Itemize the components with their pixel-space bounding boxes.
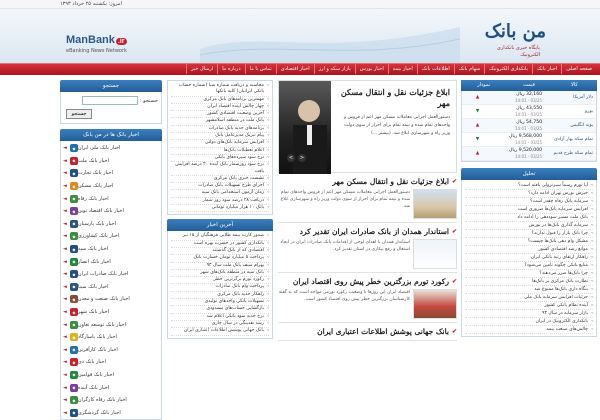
main-column (278, 80, 457, 341)
nav-item[interactable]: صفحه اصلی (561, 64, 596, 74)
arrow-icon: ◄ (63, 220, 67, 227)
latest-news-title: آخرین اخبار (167, 219, 273, 231)
slider-prev-button[interactable]: < (288, 155, 294, 161)
bank-news-label[interactable]: اخبار بانک شهر (77, 309, 109, 316)
bank-news-label[interactable]: اخبار بانک پارسیان (77, 220, 116, 227)
logo-en-tld: .ir (117, 38, 125, 45)
latest-news-list (168, 231, 272, 337)
bank-news-item[interactable] (61, 369, 158, 382)
bank-logo-icon: ◆ (70, 346, 78, 354)
latest-news-box (167, 219, 273, 338)
analysis-item[interactable]: › سرمایه بانک رفاه چقدر است؟ (465, 198, 593, 206)
market-price (493, 106, 544, 118)
market-row (462, 91, 596, 105)
site-header (0, 9, 600, 63)
top-news-item[interactable]: › بانک ملت در منطقه اسلامشهر (171, 118, 269, 125)
bank-news-item[interactable] (61, 356, 158, 369)
market-price-value: 43,550 ریال (516, 105, 543, 111)
search-box-title: جستجو (60, 80, 162, 92)
latest-news-item[interactable]: › اقتصادی که از بانک گذشتند (171, 248, 269, 255)
logo-en[interactable] (66, 34, 127, 46)
analysis-item[interactable]: › راهکار ارتقای رتبه بانکی ایران (465, 254, 593, 262)
analysis-item[interactable]: › بانکداری الکترونیک در ایران (465, 318, 593, 326)
analysis-item[interactable]: › بازار سرمایه در سال ۹۳ (465, 310, 593, 318)
article (278, 177, 457, 223)
bank-news-item[interactable] (61, 218, 158, 231)
bank-news-label[interactable]: اخبار بانک اقتصاد نوین (77, 208, 124, 215)
search-input[interactable] (82, 96, 138, 105)
top-news-item[interactable]: › افزایش سرمایه بانک‌های دولتی (171, 140, 269, 147)
latest-news-item[interactable]: › نرخ جدید سود بانکی اعلام شد (171, 314, 269, 321)
analysis-item[interactable]: › چرا بانک بازار را قبول ندارند؟ (465, 230, 593, 238)
bank-news-item[interactable] (61, 406, 158, 419)
bank-logo-icon: ◆ (70, 195, 78, 203)
bank-news-label[interactable]: اخبار بانک مسکن (77, 183, 114, 190)
bank-logo-icon: ◆ (70, 232, 78, 240)
nav-list (0, 64, 600, 74)
market-row (462, 133, 596, 147)
top-news-box (167, 80, 273, 215)
bank-news-item[interactable] (61, 142, 158, 155)
arrow-icon: ◄ (63, 195, 67, 202)
nav-item[interactable]: اطلاعات بانک (417, 64, 454, 74)
top-news-item[interactable]: › پیام تبریک مدیرعامل بانک (171, 133, 269, 140)
article-list (278, 177, 457, 341)
bank-list (61, 141, 161, 419)
top-news-item[interactable]: › اعلام تعطیلات بانک‌ها (171, 148, 269, 155)
latest-news-item[interactable]: › صدور کارت بیمه طلایی فرهنگیان از ۱۵ تیر (171, 233, 269, 240)
market-header-price: قیمت (523, 82, 535, 88)
bank-news-item[interactable] (61, 281, 158, 294)
top-news-list (168, 81, 272, 214)
top-news-item[interactable]: › نشست خبری بانک مرکزی (171, 176, 269, 183)
arrow-icon: ◄ (63, 371, 67, 378)
bank-news-label[interactable]: اخبار بانک صادرات ایران (77, 271, 129, 278)
market-price (493, 148, 544, 160)
bank-news-item[interactable] (61, 155, 158, 168)
arrow-icon: ◄ (63, 183, 67, 190)
arrow-down-icon: ▼ (475, 109, 480, 114)
bank-news-label[interactable]: اخبار بانک توسعه تعاون (77, 321, 127, 328)
market-price-date: 03/25 - 14:01 (515, 139, 543, 145)
analysis-item[interactable]: › سرمایه گذاری بانک‌ها در بورس (465, 222, 593, 230)
logo-en-tagline: eBanking News Network (66, 48, 127, 54)
bank-logo-icon: ◆ (70, 270, 78, 278)
market-row (462, 105, 596, 119)
article-thumbnail[interactable] (413, 189, 457, 219)
bank-news-item[interactable] (61, 293, 158, 306)
bank-logo-icon: ◆ (70, 358, 78, 366)
bank-news-label[interactable]: اخبار بانک پاسارگاد (77, 334, 117, 341)
search-button[interactable]: جستجو (66, 109, 92, 119)
bank-logo-icon: ◆ (70, 245, 78, 253)
market-price-value: 54,750 ریال (516, 119, 543, 125)
article (278, 227, 457, 273)
nav-item[interactable]: ارسال خبر (186, 64, 217, 74)
top-news-item[interactable]: › اجرای طرح تسهیلات بانک صادرات (171, 183, 269, 190)
right-column (461, 80, 597, 337)
bank-logo-icon: ◆ (70, 157, 78, 165)
search-box (60, 80, 162, 124)
arrow-icon: ◄ (63, 283, 67, 290)
bank-logo-icon: ◆ (70, 321, 78, 329)
market-header (461, 80, 597, 91)
analysis-item[interactable]: › بانک ملت مسیر سوددهی را ادامه داد (465, 214, 593, 222)
slider-title[interactable]: ابلاغ جزئیات نقل و انتقال مسکن مهر (340, 87, 450, 108)
bank-news-item[interactable] (61, 394, 158, 407)
main-nav (0, 63, 600, 75)
article (278, 277, 457, 323)
bank-news-item[interactable] (61, 243, 158, 256)
bank-logo-icon: ◆ (70, 169, 78, 177)
latest-news-item[interactable]: › راهکار جدید بانک مرکزی (171, 292, 269, 299)
bank-news-item[interactable] (61, 344, 158, 357)
market-item-name[interactable]: یورو (584, 109, 594, 114)
bank-news-label[interactable]: اخبار بانک ملی ایران (77, 145, 121, 152)
analysis-list (462, 180, 596, 336)
market-price (493, 92, 544, 104)
arrow-icon: ◄ (63, 321, 67, 328)
nav-item[interactable]: اخبار بانک (532, 64, 561, 74)
market-row (462, 119, 596, 133)
arrow-icon: ◄ (63, 258, 67, 265)
market-table (461, 80, 597, 162)
bank-news-item[interactable] (61, 318, 158, 331)
bank-logo-icon: ◆ (70, 182, 78, 190)
nav-item[interactable]: اخبار بیمه (388, 64, 417, 74)
arrow-icon: ◄ (63, 170, 67, 177)
bank-news-label[interactable]: اخبار بانک انصار (77, 258, 111, 265)
nav-item[interactable]: بازار سکه و ارز (314, 64, 355, 74)
middle-column (167, 80, 273, 339)
article-summary: استاندار همدان با اهدای لوحی از اقدامات بانک صادرات ایران در ایجاد اشتغال و رفع بیکاری در استان تقدیر کرد. (280, 240, 410, 252)
market-price-date: 03/25 - 14:01 (515, 111, 543, 117)
market-row (462, 147, 596, 161)
article-summary: اقتصاد ایران این روزها با وضعیت رکورد تورمی مواجه است که به گفته کارشناسان بزرگترین خطر پیش روی اقتصاد کشور است. (278, 290, 410, 302)
analysis-item[interactable]: › بنگاه داری بانک‌ها ممنوع شد (465, 286, 593, 294)
market-item-name[interactable]: تمام سکه طرح قدیم (553, 151, 594, 156)
analysis-item[interactable]: › چرا بانک‌ها ضرر می‌دهند؟ (465, 270, 593, 278)
arrow-icon: ◄ (63, 145, 67, 152)
bank-logo-icon: ◆ (70, 258, 78, 266)
analysis-box (461, 168, 597, 337)
market-price-date: 03/25 - 14:01 (515, 125, 543, 131)
slider-text: دستورالعمل اجرایی معاملات مسکن مهر اعم از فروش و واحدهای تمام شده و نیمه تمام برای احراز از سوی دولت وزیر راه و شهرسازی ابلاغ شد. (بیشتر ...) (343, 115, 450, 136)
article-body (278, 289, 457, 319)
analysis-item[interactable]: › خیزش بورس تهران ادامه دارد؟ (465, 190, 593, 198)
analysis-item[interactable]: › جزئیات افزایش سرمایه بانک ملی (465, 294, 593, 302)
bank-news-label[interactable]: اخبار بانک گردشگری (77, 409, 121, 416)
bank-news-item[interactable] (61, 255, 158, 268)
logo-fa[interactable]: من بانک (484, 21, 546, 42)
bank-news-label[interactable]: اخبار بانک ملت (77, 157, 109, 164)
market-price-value: 9,520,000 ریال (508, 147, 543, 153)
top-news-item[interactable]: › آخرین وضعیت اقتصادی کشور (171, 111, 269, 118)
market-price-value: 9,568,000 ریال (508, 133, 543, 139)
bank-news-item[interactable] (61, 230, 158, 243)
analysis-item[interactable]: › افزایش سرمایه بانک‌ها ضروری است (465, 206, 593, 214)
bank-news-item[interactable] (61, 180, 158, 193)
slider-controls (287, 154, 306, 162)
bank-news-item[interactable] (61, 381, 158, 394)
arrow-icon: ◄ (63, 246, 67, 253)
analysis-item[interactable]: › آینده نظام بانکی کشور (465, 302, 593, 310)
analysis-title: تحلیل (461, 168, 597, 180)
arrow-icon: ◄ (63, 309, 67, 316)
market-price-date: 03/25 - 14:01 (515, 153, 543, 159)
bank-news-item[interactable] (61, 167, 158, 180)
bank-news-label[interactable]: اخبار بانک سینا (77, 283, 109, 290)
bank-logo-icon: ◆ (70, 295, 78, 303)
top-news-item[interactable]: › نرخ سود روزشمار بانک آینده ۲۰ درصد افزایش یافت (171, 162, 269, 176)
market-price (493, 134, 544, 146)
arrow-icon: ◄ (63, 397, 67, 404)
bank-logo-icon: ◆ (70, 396, 78, 404)
article-title[interactable]: ✔ استاندار همدان از بانک صادرات ایران تقدیر کرد (278, 227, 457, 237)
bank-logo-icon: ◆ (70, 371, 78, 379)
bank-news-label[interactable]: اخبار بانک صنعت و معدن (77, 296, 130, 303)
bank-news-label[interactable]: اخبار بانک آینده (77, 384, 110, 391)
bank-logo-icon: ◆ (70, 207, 78, 215)
bank-logo-icon: ◆ (70, 409, 78, 417)
top-news-item[interactable]: › برنامه‌های جدید بانک صادرات (171, 126, 269, 133)
bank-news-title: اخبار بانک ها در من بانک (60, 129, 162, 141)
latest-news-item[interactable]: › پرداخت وام بانک صادرات (171, 284, 269, 291)
nav-item[interactable]: اخبار اقتصادی (276, 64, 314, 74)
search-label: جستجو : (139, 97, 158, 104)
bank-news-label[interactable]: اخبار بانک تجارت (77, 170, 114, 177)
market-item-name[interactable]: دلار آمریکا (573, 95, 594, 100)
top-news-item[interactable]: › دریافت ۲۸ درصد سود روز شمار (171, 198, 269, 205)
arrow-up-icon: ▲ (475, 123, 480, 128)
bank-news-label[interactable]: اخبار بانک کارآفرین (77, 346, 118, 353)
bank-logo-icon: ◆ (70, 308, 78, 316)
nav-item[interactable]: اخبار بورس (355, 64, 388, 74)
current-date: امروز: یکشنبه ۲۵ خرداد ۱۳۹۳ (60, 1, 122, 7)
slider-next-button[interactable]: > (299, 155, 305, 161)
nav-item[interactable]: درباره ما (217, 64, 244, 74)
market-item-name[interactable]: پوند انگلیس (570, 123, 594, 128)
article-thumbnail[interactable] (413, 289, 457, 319)
analysis-item[interactable]: › منابع بانکی چگونه تامین می‌شود؟ (465, 262, 593, 270)
arrow-icon: ◄ (63, 271, 67, 278)
arrow-icon: ◄ (63, 296, 67, 303)
bank-logo-icon: ◆ (70, 283, 78, 291)
arrow-icon: ◄ (63, 359, 67, 366)
arrow-up-icon: ▲ (475, 95, 480, 100)
bank-news-item[interactable] (61, 205, 158, 218)
market-header-chart: نمودار (477, 82, 491, 88)
latest-news-item[interactable]: › بانک جهانی پوشش اطلاعات اعتباری ایران (171, 328, 269, 335)
nav-item[interactable]: تماس با ما (245, 64, 276, 74)
article-title[interactable]: ✔ رکورد تورم بزرگترین خطر پیش روی اقتصاد ایران (278, 277, 457, 287)
bank-news-label[interactable]: اخبار بانک سپه (77, 246, 109, 253)
logo-en-text: ManBank (66, 34, 115, 46)
bank-logo-icon: ◆ (70, 333, 78, 341)
top-news-item[interactable]: › چهار چالش اینده اقتصاد ایران (171, 104, 269, 111)
nav-item[interactable]: سهام بانک (454, 64, 484, 74)
bank-news-box (60, 129, 162, 420)
arrow-icon: ◄ (63, 233, 67, 240)
market-price-date: 03/25 - 14:01 (515, 97, 543, 103)
bank-logo-icon: ◆ (70, 144, 78, 152)
header-decoration (200, 9, 460, 63)
market-item-name[interactable]: تمام سکه بهار آزادی (554, 137, 594, 142)
top-news-item[interactable]: › مهمترین برنامه‌های بانک مرکزی (171, 97, 269, 104)
arrow-down-icon: ▼ (475, 137, 480, 142)
analysis-item[interactable]: › موانع رشد اقتصادی کشور (465, 246, 593, 254)
arrow-up-icon: ▲ (475, 151, 480, 156)
latest-news-item[interactable]: › تسهیلات بانکی واحدهای تولیدی (171, 299, 269, 306)
article-summary: دستورالعمل اجرایی معاملات مسکن مهر اعم از فروش واحدهای تمام شده و نیمه تمام برای احراز از سوی دولت وزیر راه و شهرسازی ابلاغ شد. (280, 190, 410, 209)
bank-news-label[interactable]: اخبار بانک کشاورزی (77, 233, 120, 240)
analysis-item[interactable]: › نظارت بانک مرکزی بر بانک‌ها (465, 278, 593, 286)
arrow-icon: ◄ (63, 208, 67, 215)
market-rows (461, 91, 597, 162)
top-news-item[interactable]: › بانک ۱۰ هزار میلیارد تومانی (171, 205, 269, 212)
featured-slider[interactable] (278, 80, 457, 173)
top-news-item[interactable]: › محاسبه و دریافت شماره شبا (شماره حساب بانکی ایرانیان) کلیه بانکها (171, 83, 269, 97)
article-body (278, 239, 457, 269)
bank-news-item[interactable] (61, 192, 158, 205)
bank-news-item[interactable] (61, 306, 158, 319)
bank-news-label[interactable]: اخبار بانک رفاه کارگران (77, 397, 127, 404)
bank-news-item[interactable] (61, 331, 158, 344)
latest-news-item[interactable]: › پرداخت ۵ میلیارد تومان خسارت بانک (171, 255, 269, 262)
latest-news-item[interactable]: › رشد نقدینگی در سال جاری (171, 321, 269, 328)
bank-logo-icon: ◆ (70, 384, 78, 392)
article-title[interactable]: ✔ بانک جهانی پوشش اطلاعات اعتباری ایران (278, 327, 457, 337)
arrow-icon: ◄ (63, 384, 67, 391)
bank-news-label[interactable]: اخبار بانک قوامین (77, 371, 115, 378)
logo-fa-tagline: پایگاه خبری بانکداری الکترونیک (496, 45, 540, 58)
article-title[interactable]: ✔ ابلاغ جزئیات نقل و انتقال مسکن مهر (278, 177, 457, 187)
article-body (278, 189, 457, 219)
market-price (493, 120, 544, 132)
article (278, 327, 457, 341)
bank-logo-icon: ◆ (70, 220, 78, 228)
analysis-item[interactable]: › آیا تورم رسماً سیرنزولی یافته است؟ (465, 182, 593, 190)
market-header-item: کالا (570, 82, 578, 88)
latest-news-item[interactable]: › بانک سپه در منطقه بانک‌های شهر (171, 270, 269, 277)
bank-news-label[interactable]: اخبار بانک دی (77, 359, 106, 366)
arrow-icon: ◄ (63, 346, 67, 353)
bank-news-item[interactable] (61, 268, 158, 281)
article-thumbnail[interactable] (413, 239, 457, 269)
left-column (60, 80, 162, 420)
latest-news-item[interactable]: › رکورد تورم برگزترین خطر (171, 277, 269, 284)
top-news-item[interactable]: › نرخ سود سپرده‌های بانکی (171, 155, 269, 162)
arrow-icon: ◄ (63, 409, 67, 416)
market-price-value: 32,160 ریال (516, 91, 543, 97)
latest-news-item[interactable]: › بازگشایی حساب‌های مسدودی (171, 306, 269, 313)
top-news-item[interactable]: › زمان آزمون استخدامی بانک سپه (171, 190, 269, 197)
analysis-item[interactable]: › چالش‌های صنعت بیمه (465, 326, 593, 334)
arrow-icon: ◄ (63, 157, 67, 164)
arrow-icon: ◄ (63, 334, 67, 341)
latest-news-item[interactable]: › بانکداری کشور در حسرت بهره است (171, 241, 269, 248)
top-bar (0, 0, 600, 9)
analysis-item[interactable]: › مشکل وام دهی بانک‌ها چیست؟ (465, 238, 593, 246)
nav-item[interactable]: بانکداری الکترونیک (484, 64, 532, 74)
bank-news-label[interactable]: اخبار بانک رفاه (77, 195, 109, 202)
latest-news-item[interactable]: › بهرام سیف بانک ملت سال ۹۳ (171, 263, 269, 270)
